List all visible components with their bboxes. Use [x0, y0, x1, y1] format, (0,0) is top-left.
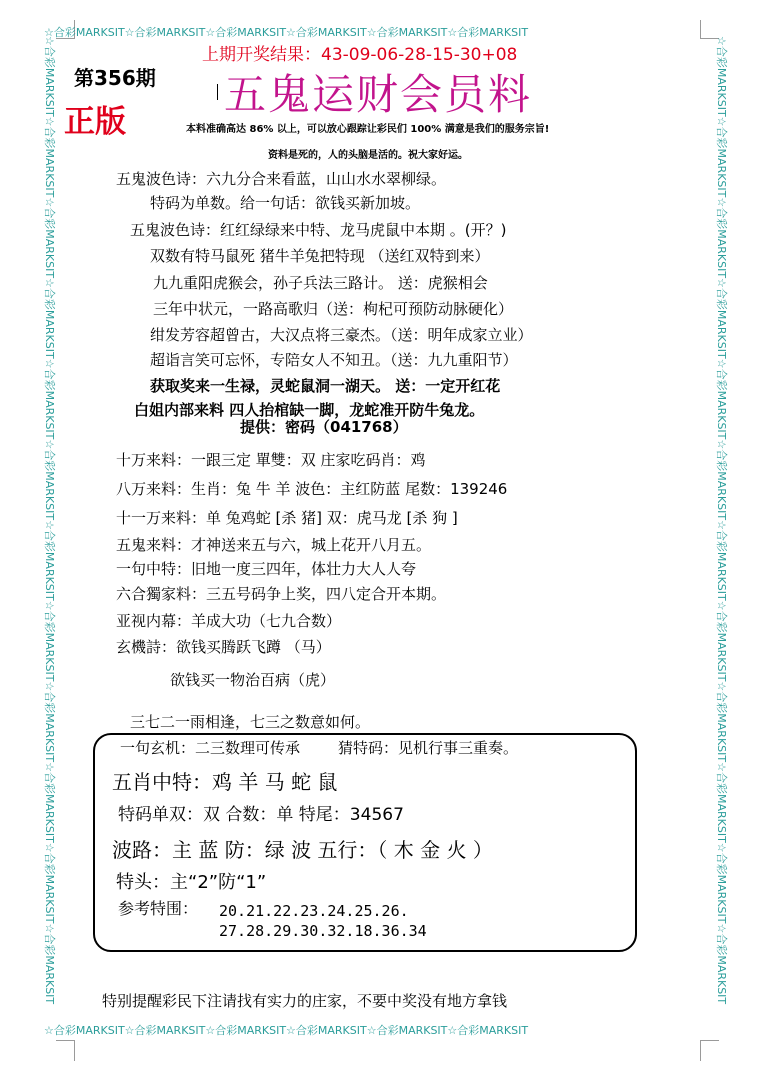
watermark-left-text: ☆合彩MARKSIT☆合彩MARKSIT☆合彩MARKSIT☆合彩MARKSIT☆合彩MARKSIT☆合彩MARKSIT☆合彩MARKSIT☆合彩MARKSIT☆合彩MARKSIT☆合彩MARKSIT☆合彩MARKSIT☆合彩MARKSIT: [43, 36, 56, 1005]
reference-label: 参考特围：: [118, 899, 199, 918]
tip-line: 八万来料：生肖：兔 牛 羊 波色：主红防蓝 尾数：139246: [116, 480, 508, 498]
tip-line: 一句中特：旧地一度三四年，体壮力大人人夸: [116, 560, 417, 578]
password-line: 提供：密码（041768）: [240, 418, 408, 436]
tip-line: 六合獨家料：三五号码争上奖，四八定合开本期。: [116, 585, 447, 603]
reference-numbers-2: 27.28.29.30.32.18.36.34: [219, 922, 427, 940]
riddle-line: 一句玄机：二三数理可传承: [120, 739, 301, 757]
odd-even-line: 特码单双：双 合数：单 特尾：34567: [118, 805, 404, 825]
poem-line: 九九重阳虎猴会，孙子兵法三路计。 送：虎猴相会: [153, 274, 488, 292]
watermark-top: ☆合彩MARKSIT☆合彩MARKSIT☆合彩MARKSIT☆合彩MARKSIT☆合彩MARKSIT☆合彩MARKSIT: [44, 26, 529, 38]
tip-line: 十万来料：一跟三定 單雙：双 庄家吃码肖：鸡: [116, 451, 426, 469]
poem-line: 获取奖来一生禄，灵蛇鼠洞一湖天。 送：一定开红花: [150, 377, 501, 395]
slogan-accuracy: 本料准确高达 86% 以上，可以放心跟踪让彩民们 100% 满意是我们的服务宗旨!: [186, 124, 550, 135]
issue-number: 第356期: [74, 66, 156, 90]
tip-line: 三七二一雨相逢，七三之数意如何。: [130, 713, 371, 731]
poem-line: 超诣言笑可忘怀，专陪女人不知丑。（送：九九重阳节）: [150, 351, 518, 369]
poem-line: 三年中状元，一路高歌归（送：枸杞可预防动脉硬化）: [153, 300, 514, 318]
tip-line: 十一万来料：单 兔鸡蛇 [杀 猪] 双：虎马龙 [杀 狗 ]: [116, 509, 458, 527]
poem-line: 绀发芳容超曾古，大汉点将三豪杰。（送：明年成家立业）: [150, 326, 533, 344]
tip-line: 亚视内幕：羊成大功（七九合数）: [116, 612, 342, 630]
guess-line: 猜特码：见机行事三重奏。: [338, 739, 519, 757]
poem-line: 双数有特马鼠死 猪牛羊兔把特现 （送红双特到来）: [150, 247, 490, 265]
watermark-right-text: ☆合彩MARKSIT☆合彩MARKSIT☆合彩MARKSIT☆合彩MARKSIT☆合彩MARKSIT☆合彩MARKSIT☆合彩MARKSIT☆合彩MARKSIT☆合彩MARKSIT☆合彩MARKSIT☆合彩MARKSIT☆合彩MARKSIT: [715, 36, 728, 1005]
tip-line: 五鬼来料：才神送来五与六，城上花开八月五。: [116, 536, 432, 554]
tip-line: 欲钱买一物治百病（虎）: [170, 671, 336, 689]
slogan-luck: 资料是死的，人的头脑是活的。祝大家好运。: [268, 150, 468, 161]
reference-numbers-1: 20.21.22.23.24.25.26.: [219, 902, 409, 920]
poem-line: 白姐内部来料 四人抬棺缺一脚，龙蛇准开防牛兔龙。: [134, 401, 485, 419]
watermark-left: [42, 36, 58, 1026]
wave-line: 波路：主 蓝 防：绿 波 五行：（ 木 金 火 ）: [112, 838, 493, 862]
five-zodiac-line: 五肖中特：鸡 羊 马 蛇 鼠: [112, 770, 338, 794]
poem-line: 五鬼波色诗：六九分合来看蓝，山山水水翠柳绿。: [116, 170, 447, 188]
crop-mark-bottom-left: [56, 1040, 75, 1061]
watermark-bottom: ☆合彩MARKSIT☆合彩MARKSIT☆合彩MARKSIT☆合彩MARKSIT☆合彩MARKSIT☆合彩MARKSIT: [44, 1024, 529, 1036]
page-title: 五鬼运财会员料: [224, 70, 533, 119]
footer-notice: 特别提醒彩民下注请找有实力的庄家，不要中奖没有地方拿钱: [102, 992, 508, 1010]
poem-line: 五鬼波色诗：红红绿绿来中特、龙马虎鼠中本期 。(开？): [130, 221, 507, 239]
watermark-right: [714, 36, 730, 1026]
crop-mark-bottom-right: [700, 1040, 719, 1061]
tip-line: 玄機詩：欲钱买腾跃飞蹲 （马）: [116, 638, 331, 656]
poem-line: 特码为单数。给一句话：欲钱买新加坡。: [150, 194, 421, 212]
last-result: 上期开奖结果：43-09-06-28-15-30+08: [202, 45, 518, 65]
title-divider: [217, 84, 218, 100]
edition-label: 正版: [64, 104, 126, 140]
head-line: 特头：主“2”防“1”: [116, 872, 267, 893]
